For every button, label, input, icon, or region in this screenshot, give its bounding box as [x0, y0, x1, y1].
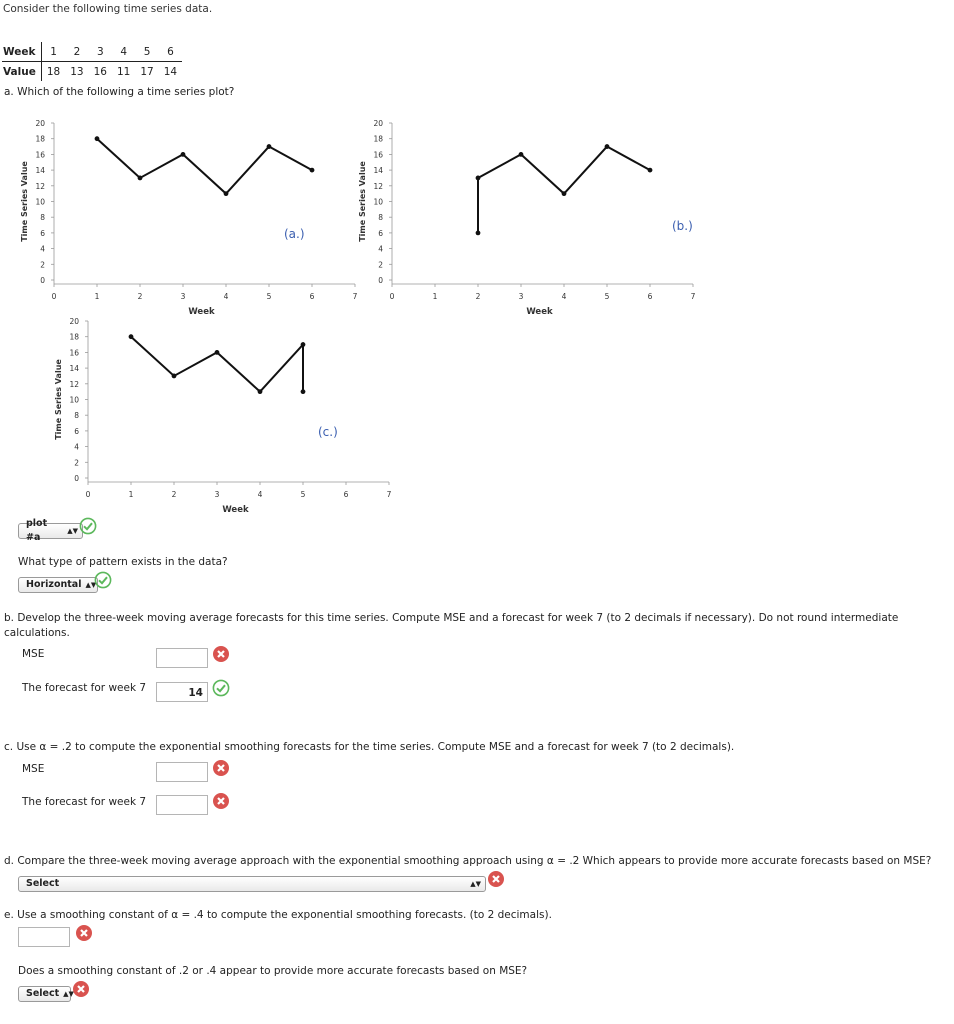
comparison-select-value: Select [26, 878, 60, 889]
select-arrows-icon: ▲▼ [63, 990, 74, 998]
data-point [476, 176, 481, 181]
y-tick-label: 10 [35, 197, 45, 207]
x-tick-label: 4 [223, 292, 229, 301]
plot-a [14, 112, 364, 322]
y-tick-label: 6 [74, 426, 79, 436]
y-tick-label: 16 [35, 150, 45, 160]
data-point [562, 191, 567, 196]
plot-select-value: plot #a [26, 518, 48, 543]
pattern-select-value: Horizontal [26, 579, 82, 590]
incorrect-x-icon [487, 870, 505, 888]
x-tick-label: 5 [266, 292, 272, 301]
y-axis-label: Time Series Value [54, 359, 63, 440]
incorrect-x-icon [212, 792, 230, 810]
x-tick-label: 0 [85, 490, 91, 499]
x-tick-label: 3 [518, 292, 524, 301]
data-point [476, 231, 481, 236]
data-point [138, 176, 143, 181]
week-cell: 2 [65, 42, 88, 62]
select-arrows-icon: ▲▼ [85, 581, 97, 589]
y-tick-label: 2 [378, 260, 383, 270]
data-point [310, 168, 315, 173]
plot-b [352, 112, 702, 322]
x-tick-label: 6 [647, 292, 653, 301]
y-tick-label: 0 [40, 276, 45, 285]
x-axis-label: Week [188, 307, 215, 317]
alpha-compare-select[interactable] [18, 986, 74, 1002]
y-tick-label: 16 [373, 150, 383, 160]
x-tick-label: 4 [257, 490, 263, 499]
incorrect-x-icon [212, 759, 230, 777]
plot-c [48, 310, 398, 520]
mse-input-c[interactable] [156, 762, 208, 782]
plot-tag-label: (c.) [318, 424, 338, 439]
y-tick-label: 4 [378, 244, 383, 254]
select-arrows-icon: ▲▼ [67, 527, 78, 535]
part-a-question: a. Which of the following a time series plot? [4, 86, 235, 98]
y-tick-label: 12 [373, 181, 383, 191]
mse-input-b[interactable] [156, 648, 208, 668]
x-tick-label: 1 [94, 292, 100, 301]
mse-label-b: MSE [22, 648, 45, 660]
data-point [519, 152, 524, 157]
plot-tag-label: (a.) [284, 226, 305, 241]
y-tick-label: 6 [378, 228, 383, 238]
week-cell: 3 [89, 42, 112, 62]
forecast-input-c[interactable] [156, 795, 208, 815]
data-point [215, 350, 220, 355]
data-point [224, 191, 229, 196]
value-row [2, 62, 182, 82]
x-tick-label: 3 [180, 292, 186, 301]
y-tick-label: 8 [378, 213, 383, 223]
series-line [97, 139, 312, 194]
x-tick-label: 0 [51, 292, 57, 301]
data-point [95, 136, 100, 141]
mse-label-c: MSE [22, 763, 45, 775]
data-point [301, 342, 306, 347]
x-tick-label: 2 [137, 292, 143, 301]
y-tick-label: 4 [40, 244, 45, 254]
correct-check-icon [94, 571, 112, 589]
value-label: Value [2, 62, 41, 82]
plot-select[interactable] [18, 518, 83, 543]
x-tick-label: 4 [561, 292, 567, 301]
x-tick-label: 3 [214, 490, 220, 499]
y-tick-label: 10 [373, 197, 383, 207]
pattern-select[interactable] [18, 577, 98, 593]
x-tick-label: 1 [128, 490, 134, 499]
value-cell: 11 [116, 65, 131, 78]
series-line [478, 147, 650, 233]
value-cell: 17 [140, 65, 154, 78]
y-tick-label: 20 [373, 119, 383, 128]
y-tick-label: 20 [69, 317, 79, 326]
y-tick-label: 12 [69, 379, 79, 389]
x-tick-label: 7 [690, 292, 696, 301]
x-tick-label: 0 [389, 292, 395, 301]
y-tick-label: 4 [74, 442, 79, 452]
y-tick-label: 16 [69, 348, 79, 358]
week-cell: 6 [159, 42, 182, 62]
y-axis-label: Time Series Value [358, 161, 367, 242]
forecast-label-b: The forecast for week 7 [22, 682, 147, 694]
data-point [605, 144, 610, 149]
incorrect-x-icon [72, 980, 90, 998]
part-c-question: c. Use α = .2 to compute the exponential smoothing forecasts for the time series. Compute MSE and a forecast for week 7 (to 2 decimals). [4, 741, 735, 753]
plot-tag-label: (b.) [672, 219, 693, 234]
series-line [131, 337, 303, 392]
data-point [258, 389, 263, 394]
y-tick-label: 10 [69, 395, 79, 405]
x-tick-label: 5 [604, 292, 610, 301]
data-point [181, 152, 186, 157]
x-tick-label: 7 [352, 292, 358, 301]
alpha-04-input[interactable] [18, 927, 70, 947]
y-tick-label: 18 [69, 332, 79, 342]
part-e-question: e. Use a smoothing constant of α = .4 to compute the exponential smoothing forecasts. (to 2 decimals). [4, 909, 552, 921]
y-tick-label: 0 [378, 276, 383, 285]
value-cell: 16 [93, 65, 107, 78]
part-d-question: d. Compare the three-week moving average approach with the exponential smoothing approach using α = .2 Which appears to provide more accurate forecasts based on MSE? [4, 855, 932, 867]
y-tick-label: 18 [35, 134, 45, 144]
pattern-question: What type of pattern exists in the data? [18, 556, 228, 568]
x-tick-label: 6 [343, 490, 349, 499]
week-cell: 5 [135, 42, 158, 62]
y-tick-label: 14 [35, 166, 45, 176]
y-tick-label: 14 [373, 166, 383, 176]
y-tick-label: 2 [74, 458, 79, 468]
forecast-label-c: The forecast for week 7 [22, 796, 147, 808]
y-tick-label: 2 [40, 260, 45, 270]
correct-check-icon [79, 517, 97, 535]
x-tick-label: 2 [475, 292, 481, 301]
part-e-followup: Does a smoothing constant of .2 or .4 appear to provide more accurate forecasts based on MSE? [18, 965, 528, 977]
y-tick-label: 20 [35, 119, 45, 128]
y-tick-label: 8 [40, 213, 45, 223]
y-tick-label: 12 [35, 181, 45, 191]
x-tick-label: 1 [432, 292, 438, 301]
incorrect-x-icon [75, 924, 93, 942]
data-point [301, 389, 306, 394]
week-cell: 1 [41, 42, 65, 62]
y-tick-label: 8 [74, 411, 79, 421]
value-cell: 18 [46, 65, 61, 78]
correct-check-icon [212, 679, 230, 697]
week-cell: 4 [112, 42, 135, 62]
x-tick-label: 2 [171, 490, 177, 499]
y-tick-label: 14 [69, 364, 79, 374]
forecast-input-b[interactable]: 14 [156, 682, 208, 702]
comparison-select[interactable] [18, 876, 486, 892]
x-axis-label: Week [222, 505, 249, 515]
x-tick-label: 6 [309, 292, 315, 301]
x-axis-label: Week [526, 307, 553, 317]
week-row [2, 42, 182, 62]
week-label: Week [2, 42, 41, 62]
incorrect-x-icon [212, 645, 230, 663]
y-axis-label: Time Series Value [20, 161, 29, 242]
part-b-question: b. Develop the three-week moving average forecasts for this time series. Compute MSE and a forecast for week 7 (to 2 decimals if necessary). Do not round intermediate calculations. [4, 612, 899, 639]
x-tick-label: 7 [386, 490, 392, 499]
value-cell: 14 [163, 65, 178, 78]
alpha-compare-select-value: Select [26, 988, 60, 999]
x-tick-label: 5 [300, 490, 306, 499]
y-tick-label: 0 [74, 474, 79, 483]
y-tick-label: 18 [373, 134, 383, 144]
data-point [648, 168, 653, 173]
data-point [267, 144, 272, 149]
y-tick-label: 6 [40, 228, 45, 238]
data-point [129, 334, 134, 339]
value-cell: 13 [70, 65, 84, 78]
intro-text: Consider the following time series data. [3, 3, 213, 15]
data-table [2, 42, 182, 81]
select-arrows-icon: ▲▼ [470, 880, 481, 888]
data-point [172, 374, 177, 379]
